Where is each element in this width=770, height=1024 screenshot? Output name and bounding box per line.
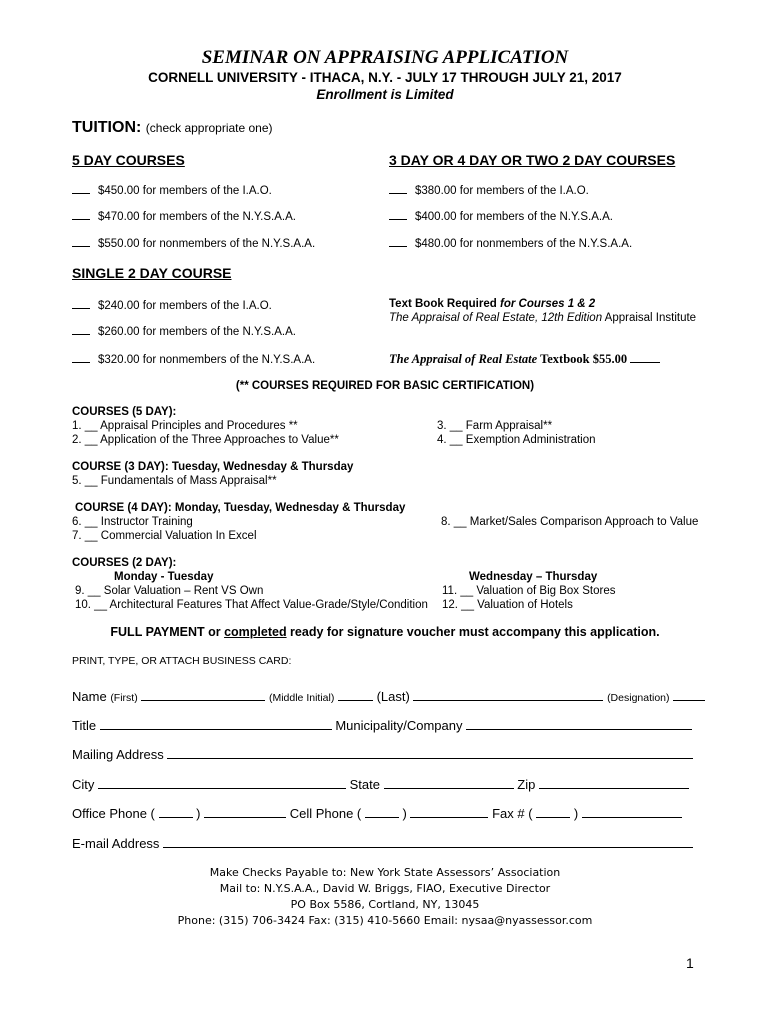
enrollment-note: Enrollment is Limited <box>316 87 454 102</box>
title-label: Title <box>72 718 97 733</box>
textbook-edition <box>389 312 696 324</box>
checkbox-blank[interactable] <box>389 183 407 194</box>
mailing-row <box>72 746 693 762</box>
option-label: $480.00 for nonmembers of the N.Y.S.A.A. <box>415 238 633 250</box>
course-4day-heading: COURSE (4 DAY): Monday, Tuesday, Wednesday & Thursday <box>75 502 406 514</box>
tuition-note: (check appropriate one) <box>145 121 273 135</box>
footer-checks: Make Checks Payable to: New York State Assessors’ Association <box>209 866 561 879</box>
paren-close: ) <box>573 806 579 821</box>
checkbox-blank[interactable] <box>72 298 90 309</box>
checkbox-blank[interactable] <box>389 236 407 247</box>
course-item[interactable]: 10. __ Architectural Features That Affect Value-Grade/Style/Condition <box>75 599 428 611</box>
page-subtitle: CORNELL UNIVERSITY - ITHACA, N.Y. - JULY 17 THROUGH JULY 21, 2017 <box>148 70 622 85</box>
footer-mail: Mail to: N.Y.S.A.A., David W. Briggs, FIAO, Executive Director <box>219 882 551 895</box>
single-two-day-option-1[interactable] <box>72 298 272 312</box>
textbook-required <box>389 298 595 310</box>
checkbox-blank[interactable] <box>72 236 90 247</box>
three-four-day-option-3[interactable] <box>389 236 632 250</box>
textbook-publisher: Appraisal Institute <box>604 312 697 324</box>
office-phone-field[interactable] <box>204 805 286 818</box>
middle-initial-field[interactable] <box>338 688 373 701</box>
office-phone-label: Office Phone ( <box>72 806 155 821</box>
cell-phone-field[interactable] <box>410 805 488 818</box>
textbook-required-label: Text Book Required <box>389 298 497 310</box>
course-item[interactable]: 12. __ Valuation of Hotels <box>442 599 573 611</box>
print-note: PRINT, TYPE, OR ATTACH BUSINESS CARD: <box>72 655 292 667</box>
mailing-label: Mailing Address <box>72 747 164 762</box>
payment-text: FULL PAYMENT or <box>110 625 225 639</box>
first-name-field[interactable] <box>141 688 265 701</box>
last-name-field[interactable] <box>413 688 603 701</box>
option-label: $320.00 for nonmembers of the N.Y.S.A.A. <box>98 354 316 366</box>
fax-area-field[interactable] <box>536 805 570 818</box>
course-item[interactable]: 1. __ Appraisal Principles and Procedures ** <box>72 420 298 432</box>
three-four-day-heading: 3 DAY OR 4 DAY OR TWO 2 DAY COURSES <box>389 152 676 168</box>
courses-5day-heading: COURSES (5 DAY): <box>72 406 177 418</box>
office-phone-area-field[interactable] <box>159 805 193 818</box>
course-item[interactable]: 2. __ Application of the Three Approaches to Value** <box>72 434 339 446</box>
name-row <box>72 688 705 704</box>
textbook-order[interactable] <box>389 350 660 367</box>
courses-2day-right-heading: Wednesday – Thursday <box>469 571 598 583</box>
required-note: (** COURSES REQUIRED FOR BASIC CERTIFICATION) <box>235 380 535 392</box>
single-two-day-option-3[interactable] <box>72 352 315 366</box>
five-day-heading: 5 DAY COURSES <box>72 152 185 168</box>
checkbox-blank[interactable] <box>72 183 90 194</box>
designation-label: (Designation) <box>607 692 670 704</box>
email-row <box>72 835 693 851</box>
course-3day-heading: COURSE (3 DAY): Tuesday, Wednesday & Thursday <box>72 461 354 473</box>
city-field[interactable] <box>98 776 346 789</box>
title-row <box>72 717 692 733</box>
mailing-field[interactable] <box>167 746 693 759</box>
textbook-order-price: Textbook $55.00 <box>540 352 628 366</box>
option-label: $260.00 for members of the N.Y.S.A.A. <box>98 326 296 338</box>
course-item[interactable]: 9. __ Solar Valuation – Rent VS Own <box>75 585 264 597</box>
footer-contact: Phone: (315) 706-3424 Fax: (315) 410-5660 Email: nysaa@nyassessor.com <box>177 914 593 927</box>
title-field[interactable] <box>100 717 332 730</box>
tuition-label <box>72 119 273 137</box>
course-item[interactable]: 11. __ Valuation of Big Box Stores <box>442 585 616 597</box>
textbook-order-title: The Appraisal of Real Estate <box>389 352 538 366</box>
courses-2day-heading: COURSES (2 DAY): <box>72 557 177 569</box>
name-label: Name <box>72 689 107 704</box>
checkbox-blank[interactable] <box>72 209 90 220</box>
payment-text: ready for signature voucher must accompany this application. <box>286 625 660 639</box>
last-name-label: (Last) <box>376 689 410 704</box>
course-item[interactable]: 5. __ Fundamentals of Mass Appraisal** <box>72 475 277 487</box>
cell-phone-area-field[interactable] <box>365 805 399 818</box>
option-label: $550.00 for nonmembers of the N.Y.S.A.A. <box>98 238 316 250</box>
municipality-field[interactable] <box>466 717 692 730</box>
checkbox-blank[interactable] <box>72 324 90 335</box>
option-label: $450.00 for members of the I.A.O. <box>98 185 272 197</box>
course-item[interactable]: 7. __ Commercial Valuation In Excel <box>72 530 257 542</box>
checkbox-blank[interactable] <box>72 352 90 363</box>
payment-note <box>0 625 770 639</box>
zip-label: Zip <box>517 777 536 792</box>
textbook-required-for: for Courses 1 & 2 <box>499 298 596 310</box>
course-item[interactable]: 3. __ Farm Appraisal** <box>437 420 553 432</box>
zip-field[interactable] <box>539 776 689 789</box>
five-day-option-3[interactable] <box>72 236 315 250</box>
textbook-edition-title: The Appraisal of Real Estate, 12th Edition <box>389 312 603 324</box>
fax-field[interactable] <box>582 805 682 818</box>
payment-underlined: completed <box>224 625 287 639</box>
designation-field[interactable] <box>673 688 705 701</box>
paren-close: ) <box>196 806 201 821</box>
three-four-day-option-1[interactable] <box>389 183 589 197</box>
option-label: $470.00 for members of the N.Y.S.A.A. <box>98 211 296 223</box>
three-four-day-option-2[interactable] <box>389 209 613 223</box>
middle-initial-label: (Middle Initial) <box>268 692 335 704</box>
option-label: $380.00 for members of the I.A.O. <box>415 185 589 197</box>
single-two-day-heading: SINGLE 2 DAY COURSE <box>72 265 232 281</box>
city-row <box>72 776 689 792</box>
footer-address: PO Box 5586, Cortland, NY, 13045 <box>290 898 480 911</box>
first-name-label: (First) <box>110 692 138 704</box>
page-number: 1 <box>686 955 694 971</box>
textbook-order-blank[interactable] <box>630 350 660 363</box>
courses-2day-left-heading: Monday - Tuesday <box>114 571 214 583</box>
phone-row <box>72 805 682 821</box>
course-item[interactable]: 6. __ Instructor Training <box>72 516 193 528</box>
state-label: State <box>349 777 380 792</box>
state-field[interactable] <box>384 776 514 789</box>
email-label: E-mail Address <box>72 836 160 851</box>
page-title: SEMINAR ON APPRAISING APPLICATION <box>201 47 569 68</box>
municipality-label: Municipality/Company <box>335 718 463 733</box>
option-label: $240.00 for members of the I.A.O. <box>98 300 272 312</box>
five-day-option-2[interactable] <box>72 209 296 223</box>
course-item[interactable]: 4. __ Exemption Administration <box>437 434 596 446</box>
cell-phone-label: Cell Phone ( <box>289 806 362 821</box>
fax-label: Fax # ( <box>492 806 533 821</box>
tuition-title: TUITION: <box>72 119 142 136</box>
course-item[interactable]: 8. __ Market/Sales Comparison Approach to Value <box>441 516 699 528</box>
five-day-option-1[interactable] <box>72 183 272 197</box>
option-label: $400.00 for members of the N.Y.S.A.A. <box>415 211 613 223</box>
paren-close: ) <box>402 806 407 821</box>
city-label: City <box>72 777 95 792</box>
single-two-day-option-2[interactable] <box>72 324 296 338</box>
checkbox-blank[interactable] <box>389 209 407 220</box>
email-field[interactable] <box>163 835 693 848</box>
